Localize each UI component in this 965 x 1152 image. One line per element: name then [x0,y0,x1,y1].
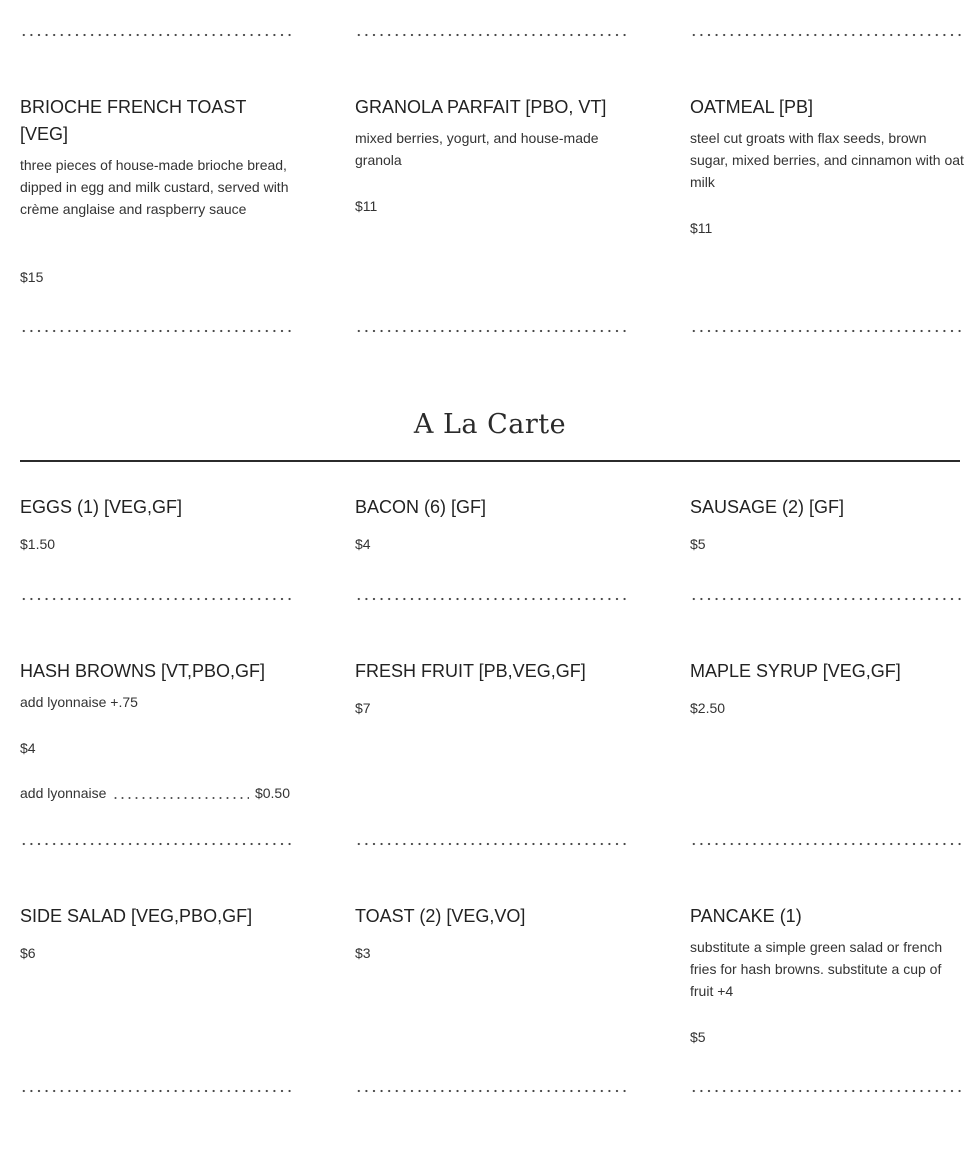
item-description: add lyonnaise +.75 [20,694,138,710]
item-title: PANCAKE (1) [690,906,802,926]
menu-item-hash-browns [20,658,295,713]
addon-price: $0.50 [254,785,290,801]
addon-option [20,785,290,803]
menu-item-toast [355,903,630,930]
item-price: $4 [20,740,36,756]
item-price: $5 [690,1029,706,1045]
item-title: FRESH FRUIT [PB,VEG,GF] [355,661,586,681]
menu-item-side-salad [20,903,295,930]
item-price: $5 [690,536,706,552]
item-description: three pieces of house-made brioche bread, dipped in egg and milk custard, served with crème anglaise and raspberry sauce [20,157,289,217]
item-price: $6 [20,945,36,961]
dotted-separator [355,329,627,333]
item-title: MAPLE SYRUP [VEG,GF] [690,661,901,681]
dotted-separator [690,842,962,846]
addon-label: add lyonnaise [20,785,107,801]
item-price: $2.50 [690,700,726,716]
dotted-separator [355,597,627,601]
item-description: mixed berries, yogurt, and house-made granola [355,130,599,168]
dotted-separator [20,842,292,846]
menu-item-oatmeal [690,94,965,193]
item-price: $4 [355,536,371,552]
item-price: $3 [355,945,371,961]
item-price: $11 [355,198,378,214]
item-title: SIDE SALAD [VEG,PBO,GF] [20,906,253,926]
dotted-separator [690,597,962,601]
dotted-separator [20,329,292,333]
dotted-separator [690,329,962,333]
menu-item-sausage [690,494,965,521]
menu-item-brioche-french-toast [20,94,295,220]
dotted-separator [355,33,627,37]
item-price: $7 [355,700,371,716]
dotted-separator [20,597,292,601]
item-title: GRANOLA PARFAIT [PBO, VT] [355,97,607,117]
item-title: EGGS (1) [VEG,GF] [20,497,183,517]
dotted-separator [355,1089,627,1093]
section-title: A La Carte [413,409,567,440]
item-title: BRIOCHE FRENCH TOAST [VEG] [20,97,247,144]
item-title: BACON (6) [GF] [355,497,487,517]
section-divider [20,460,960,462]
menu-item-pancake [690,903,965,1002]
dotted-separator [20,1089,292,1093]
dotted-separator [355,842,627,846]
item-description: substitute a simple green salad or french fries for hash browns. substitute a cup of fruit +4 [690,939,943,999]
item-price: $1.50 [20,536,56,552]
dotted-separator [20,33,292,37]
item-description: steel cut groats with flax seeds, brown sugar, mixed berries, and cinnamon with oat milk [690,130,964,190]
menu-item-bacon [355,494,630,521]
item-title: HASH BROWNS [VT,PBO,GF] [20,661,266,681]
dotted-separator [690,1089,962,1093]
item-title: SAUSAGE (2) [GF] [690,497,845,517]
item-price: $15 [20,269,44,285]
item-title: TOAST (2) [VEG,VO] [355,906,526,926]
item-title: OATMEAL [PB] [690,97,814,117]
dotted-separator [690,33,962,37]
menu-item-fresh-fruit [355,658,630,685]
addon-dot-leader [112,796,249,800]
menu-item-maple-syrup [690,658,965,685]
menu-item-eggs [20,494,295,521]
item-price: $11 [690,220,713,236]
menu-item-granola-parfait [355,94,630,171]
